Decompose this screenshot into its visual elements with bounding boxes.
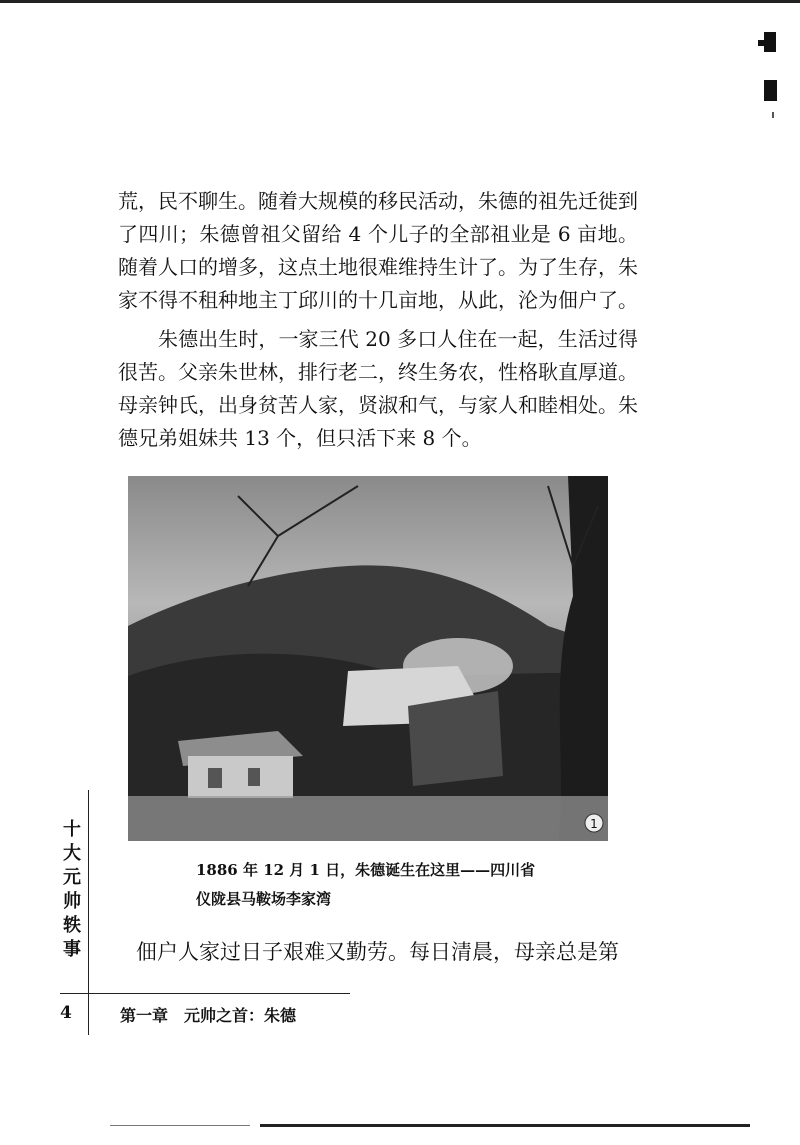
scan-mark	[772, 112, 774, 118]
scan-mark	[758, 40, 766, 46]
caption-line: 仪陇县马鞍场李家湾	[196, 890, 332, 908]
series-title-char: 事	[63, 939, 81, 960]
series-title-char: 元	[63, 867, 81, 888]
top-rule	[0, 0, 800, 3]
body-text	[118, 185, 638, 455]
footer-rule	[60, 993, 350, 994]
continuation-line: 佃户人家过日子艰难又勤劳。每日清晨，母亲总是第	[136, 940, 619, 964]
chapter-title: 第一章 元帅之首：朱德	[120, 1006, 297, 1025]
sidebar-rule	[88, 790, 89, 1035]
series-title-char: 十	[63, 819, 81, 840]
paragraph: 朱德出生时，一家三代 20 多口人住在一起，生活过得很苦。父亲朱世林，排行老二，终生务农，性格耿直厚道。母亲钟氏，出身贫苦人家，贤淑和气，与家人和睦相处。朱德兄弟姐妹共 13 个，但只活下来 8 个。	[118, 327, 638, 450]
caption-line: 1886 年 12 月 1 日，朱德诞生在这里——四川省	[196, 861, 536, 879]
scan-mark	[764, 80, 777, 101]
series-title	[62, 818, 82, 962]
page-number: 4	[60, 1003, 72, 1023]
photo-badge: 1	[590, 817, 598, 831]
house-photo	[128, 476, 608, 841]
paragraph: 荒，民不聊生。随着大规模的移民活动，朱德的祖先迁徙到了四川；朱德曾祖父留给 4 个儿子的全部祖业是 6 亩地。随着人口的增多，这点土地很难维持生计了。为了生存，朱家不得不租种地主丁邱川的十几亩地，从此，沦为佃户了。	[118, 189, 638, 312]
series-title-char: 大	[63, 843, 81, 864]
series-title-char: 轶	[63, 915, 81, 936]
photo-caption	[196, 856, 616, 914]
series-title-char: 帅	[63, 891, 81, 912]
scan-edge	[110, 1124, 750, 1128]
